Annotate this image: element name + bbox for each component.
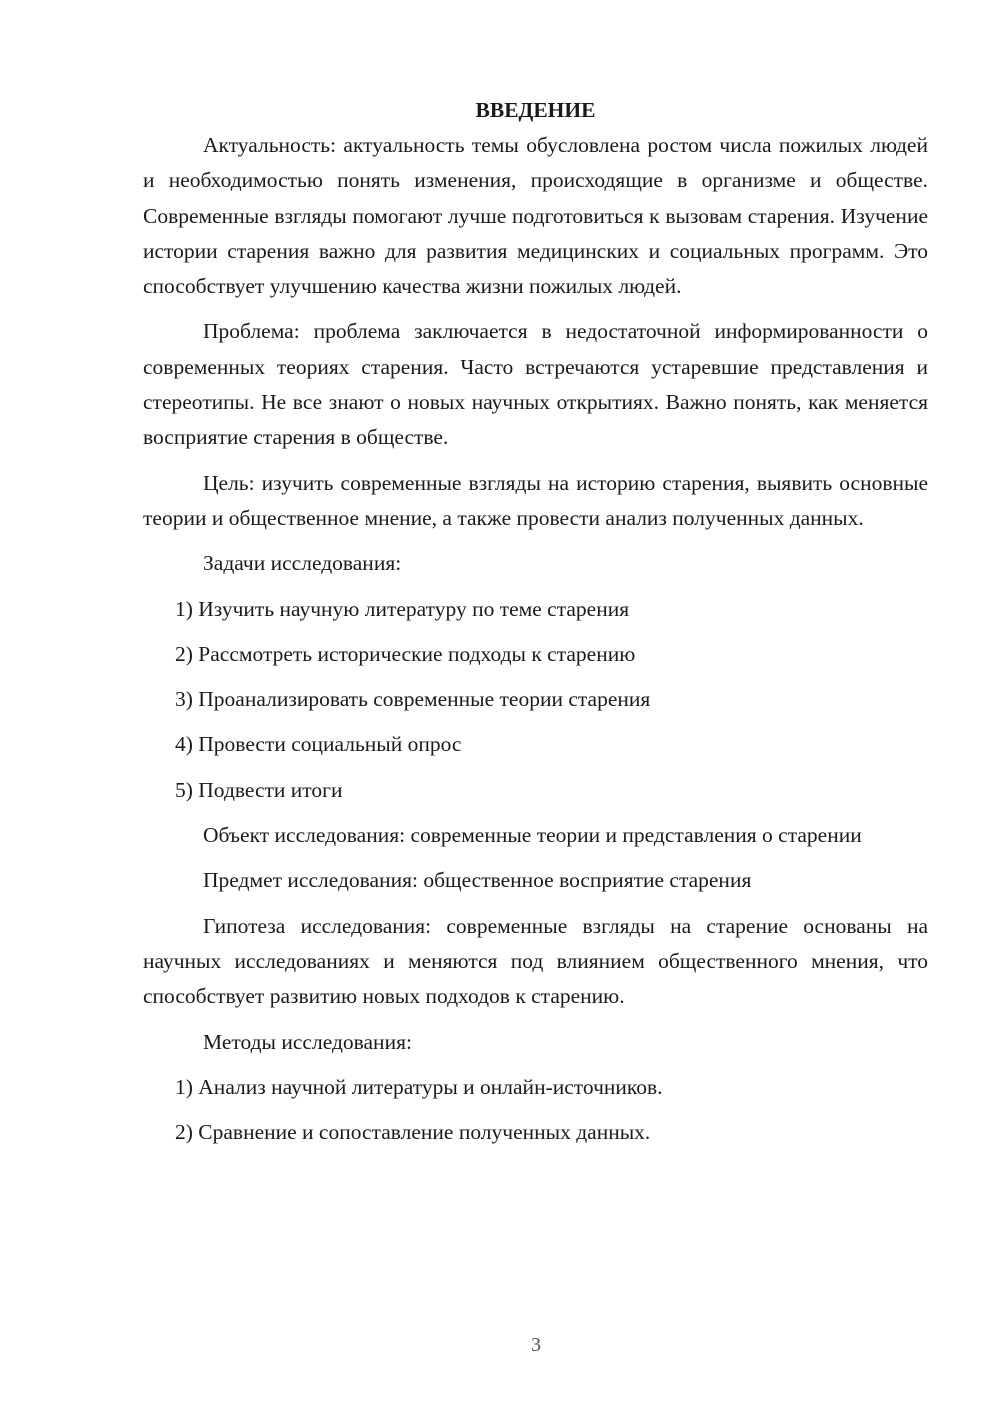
hypothesis-paragraph: Гипотеза исследования: современные взгляды на старение основаны на научных исследованиях и меняются под влиянием общественного мнения, что способствует развитию новых подходов к старению. xyxy=(143,913,928,1009)
task-item: 2) Рассмотреть исторические подходы к старению xyxy=(175,641,636,666)
tasks-list xyxy=(143,592,928,808)
section-title: ВВЕДЕНИЕ xyxy=(475,98,596,122)
tasks-heading: Задачи исследования: xyxy=(203,551,402,576)
method-item: 2) Сравнение и сопоставление полученных данных. xyxy=(175,1120,651,1145)
subject-paragraph: Предмет исследования: общественное восприятие старения xyxy=(203,868,752,893)
task-item: 1) Изучить научную литературу по теме старения xyxy=(175,596,630,621)
method-item: 1) Анализ научной литературы и онлайн-источников. xyxy=(175,1074,663,1099)
methods-list xyxy=(143,1070,928,1151)
task-item: 3) Проанализировать современные теории старения xyxy=(175,687,651,712)
task-item: 4) Провести социальный опрос xyxy=(175,732,462,757)
relevance-paragraph: Актуальность: актуальность темы обусловлена ростом числа пожилых людей и необходимостью понять изменения, происходящие в организме и обществе. Современные взгляды помогают лучше подготовиться к вызовам старения. Изучение истории старения важно для развития медицинских и социальных программ. Это способствует улучшению качества жизни пожилых людей. xyxy=(143,133,928,299)
page-number: 3 xyxy=(531,1334,541,1356)
page-content xyxy=(143,94,928,1160)
object-paragraph: Объект исследования: современные теории и представления о старении xyxy=(203,823,862,848)
task-item: 5) Подвести итоги xyxy=(175,777,343,802)
goal-paragraph: Цель: изучить современные взгляды на историю старения, выявить основные теории и общественное мнение, а также провести анализ полученных данных. xyxy=(143,470,928,530)
problem-paragraph: Проблема: проблема заключается в недостаточной информированности о современных теориях старения. Часто встречаются устаревшие представления и стереотипы. Не все знают о новых научных открытиях. Важно понять, как меняется восприятие старения в обществе. xyxy=(143,319,928,450)
methods-heading: Методы исследования: xyxy=(203,1029,412,1054)
